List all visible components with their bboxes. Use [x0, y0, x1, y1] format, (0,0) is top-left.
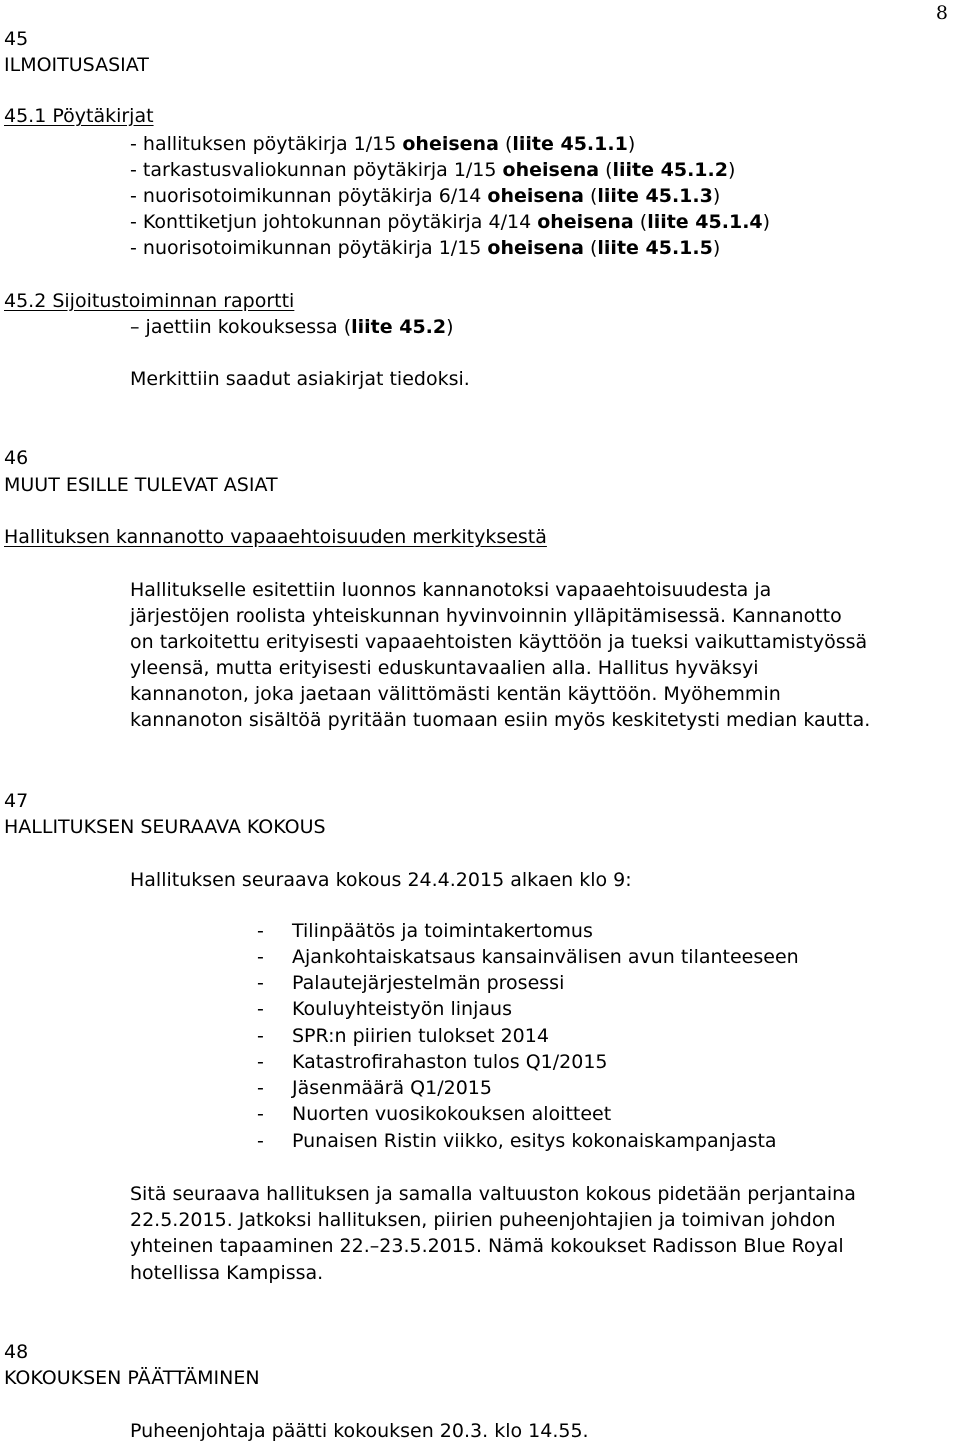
section-46-number: 46: [4, 447, 29, 469]
list-bullet: -: [257, 998, 264, 1020]
section-48-title: KOKOUKSEN PÄÄTTÄMINEN: [4, 1367, 260, 1389]
section-45-title: ILMOITUSASIAT: [4, 54, 149, 76]
list-bullet: -: [257, 946, 264, 968]
paragraph-line: on tarkoitettu erityisesti vapaaehtoisten käyttöön ja tueksi vaikuttamistyössä: [130, 631, 868, 653]
section-45-decision: Merkittiin saadut asiakirjat tiedoksi.: [130, 368, 470, 390]
section-47-number: 47: [4, 790, 29, 812]
agenda-item: Tilinpäätös ja toimintakertomus: [292, 920, 593, 942]
paragraph-line: Hallitukselle esitettiin luonnos kannanotoksi vapaaehtoisuudesta ja: [130, 579, 772, 601]
paragraph-line: kannanoton sisältöä pyritään tuomaan esiin myös keskitetysti median kautta.: [130, 709, 871, 731]
list-bullet: -: [257, 1103, 264, 1125]
page-number: 8: [935, 2, 948, 24]
agenda-item: Katastrofirahaston tulos Q1/2015: [292, 1051, 608, 1073]
subsection-45-1-title: 45.1 Pöytäkirjat: [4, 105, 154, 127]
minutes-item: - tarkastusvaliokunnan pöytäkirja 1/15 oheisena (liite 45.1.2): [130, 159, 736, 181]
agenda-item: Jäsenmäärä Q1/2015: [292, 1077, 492, 1099]
minutes-item: - nuorisotoimikunnan pöytäkirja 1/15 oheisena (liite 45.1.5): [130, 237, 721, 259]
section-47-title: HALLITUKSEN SEURAAVA KOKOUS: [4, 816, 326, 838]
list-bullet: -: [257, 1130, 264, 1152]
list-bullet: -: [257, 972, 264, 994]
list-bullet: -: [257, 1077, 264, 1099]
paragraph-line: kannanoton, joka jaetaan välittömästi kentän käyttöön. Myöhemmin: [130, 683, 781, 705]
paragraph-line: hotellissa Kampissa.: [130, 1262, 324, 1284]
agenda-item: Nuorten vuosikokouksen aloitteet: [292, 1103, 612, 1125]
section-46-subtitle: Hallituksen kannanotto vapaaehtoisuuden merkityksestä: [4, 526, 547, 548]
paragraph-line: 22.5.2015. Jatkoksi hallituksen, piirien puheenjohtajien ja toimivan johdon: [130, 1209, 836, 1231]
paragraph-line: yleensä, mutta erityisesti eduskuntavaalien alla. Hallitus hyväksyi: [130, 657, 759, 679]
minutes-item: - nuorisotoimikunnan pöytäkirja 6/14 oheisena (liite 45.1.3): [130, 185, 721, 207]
minutes-item: - Konttiketjun johtokunnan pöytäkirja 4/14 oheisena (liite 45.1.4): [130, 211, 771, 233]
report-line: – jaettiin kokouksessa (liite 45.2): [130, 316, 454, 338]
paragraph-line: järjestöjen roolista yhteiskunnan hyvinvoinnin ylläpitämisessä. Kannanotto: [130, 605, 842, 627]
subsection-45-2-title: 45.2 Sijoitustoiminnan raportti: [4, 290, 295, 312]
paragraph-line: Sitä seuraava hallituksen ja samalla valtuuston kokous pidetään perjantaina: [130, 1183, 856, 1205]
list-bullet: -: [257, 1025, 264, 1047]
paragraph-line: yhteinen tapaaminen 22.–23.5.2015. Nämä kokoukset Radisson Blue Royal: [130, 1235, 844, 1257]
section-48-number: 48: [4, 1341, 29, 1363]
section-45-number: 45: [4, 28, 29, 50]
agenda-item: SPR:n piirien tulokset 2014: [292, 1025, 549, 1047]
minutes-item: - hallituksen pöytäkirja 1/15 oheisena (liite 45.1.1): [130, 133, 636, 155]
agenda-item: Punaisen Ristin viikko, esitys kokonaiskampanjasta: [292, 1130, 777, 1152]
next-meeting-intro: Hallituksen seuraava kokous 24.4.2015 alkaen klo 9:: [130, 869, 632, 891]
list-bullet: -: [257, 1051, 264, 1073]
agenda-item: Kouluyhteistyön linjaus: [292, 998, 512, 1020]
list-bullet: -: [257, 920, 264, 942]
section-46-title: MUUT ESILLE TULEVAT ASIAT: [4, 474, 278, 496]
agenda-item: Palautejärjestelmän prosessi: [292, 972, 565, 994]
agenda-item: Ajankohtaiskatsaus kansainvälisen avun tilanteeseen: [292, 946, 799, 968]
closing-text: Puheenjohtaja päätti kokouksen 20.3. klo 14.55.: [130, 1420, 589, 1442]
